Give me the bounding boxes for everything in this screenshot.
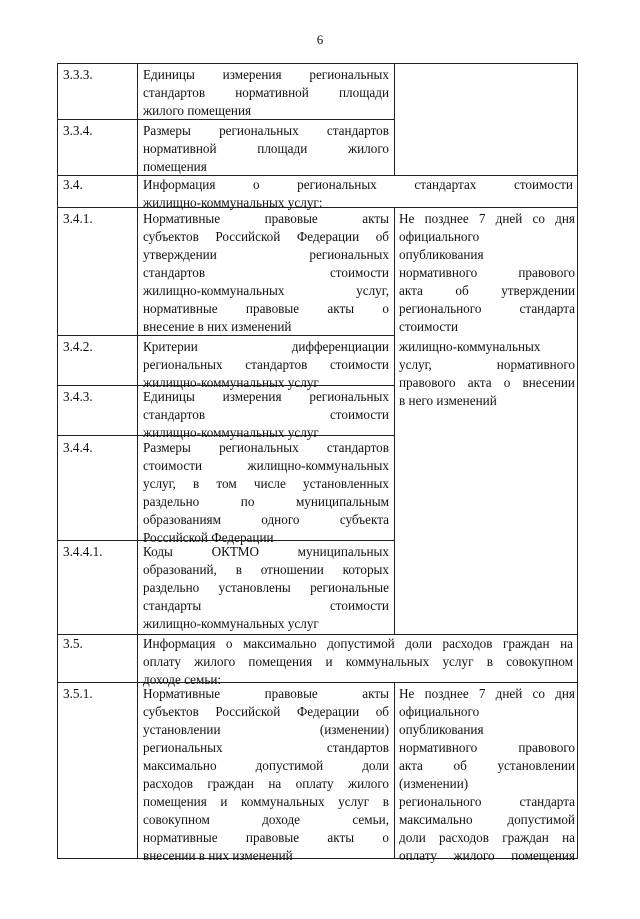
row-number: 3.5.1. (63, 686, 93, 701)
row-number: 3.4.4.1. (63, 544, 103, 559)
page-number: 6 (316, 32, 324, 47)
column-divider-term-bottom (394, 682, 395, 859)
row-description: Единицы измерения региональных стандартов стоимости жилищно-коммунальных услуг (143, 389, 389, 440)
row-description: Размеры региональных стандартов стоимости жилищно-коммунальных услуг, в том числе установленных раздельно по муниципальным образованиям одного субъекта Российской Федерации (143, 440, 389, 545)
row-number: 3.4.2. (63, 339, 93, 354)
row-number: 3.4. (63, 177, 83, 192)
row-number: 3.3.4. (63, 123, 93, 138)
deadline-cell: Не позднее 7 дней со дня официального опубликования нормативного правового акта об установлении (изменении) регионального стандарта максимально допустимой доли расходов граждан на оплату жилого помещения (399, 686, 575, 863)
requirements-table (57, 63, 578, 863)
row-description: Коды ОКТМО муниципальных образований, в отношении которых раздельно установлены региональные стандарты стоимости жилищно-коммунальных услуг (143, 544, 389, 631)
row-number: 3.4.1. (63, 211, 93, 226)
table-border-top (57, 63, 578, 64)
row-number: 3.5. (63, 636, 83, 651)
row-description: Нормативные правовые акты субъектов Российской Федерации об утверждении региональных стандартов стоимости жилищно-коммунальных услуг, нормативные правовые акты о внесение в них изменений (143, 211, 389, 334)
row-description: Единицы измерения региональных стандартов нормативной площади жилого помещения (143, 67, 389, 118)
section-heading: Информация о региональных стандартах стоимости жилищно-коммунальных услуг: (143, 177, 573, 210)
row-number: 3.3.3. (63, 67, 93, 82)
row-description: Критерии дифференциации региональных стандартов стоимости жилищно-коммунальных услуг (143, 339, 389, 390)
row-number: 3.4.4. (63, 440, 93, 455)
table-border-left (57, 63, 58, 859)
column-divider-term-mid (394, 207, 395, 635)
row-number: 3.4.3. (63, 389, 93, 404)
row-description: Размеры региональных стандартов нормативной площади жилого помещения (143, 123, 389, 174)
section-heading: Информация о максимально допустимой доли расходов граждан на оплату жилого помещения и коммунальных услуг в совокупном доходе семьи: (143, 636, 573, 687)
table-border-right (577, 63, 578, 859)
row-description: Нормативные правовые акты субъектов Российской Федерации об установлении (изменении) региональных стандартов максимально допустимой доли расходов граждан на оплату жилого помещения и коммунальных услуг в совокупном доходе семьи, нормативные правовые акты о внесении в них изменений (143, 686, 389, 863)
column-divider-number (137, 63, 138, 859)
deadline-cell: Не позднее 7 дней со дня официального опубликования нормативного правового акта об утверждении регионального стандарта стоимости жилищно-коммунальных услуг, нормативного правового акта о внесении в него изменений (399, 211, 575, 408)
